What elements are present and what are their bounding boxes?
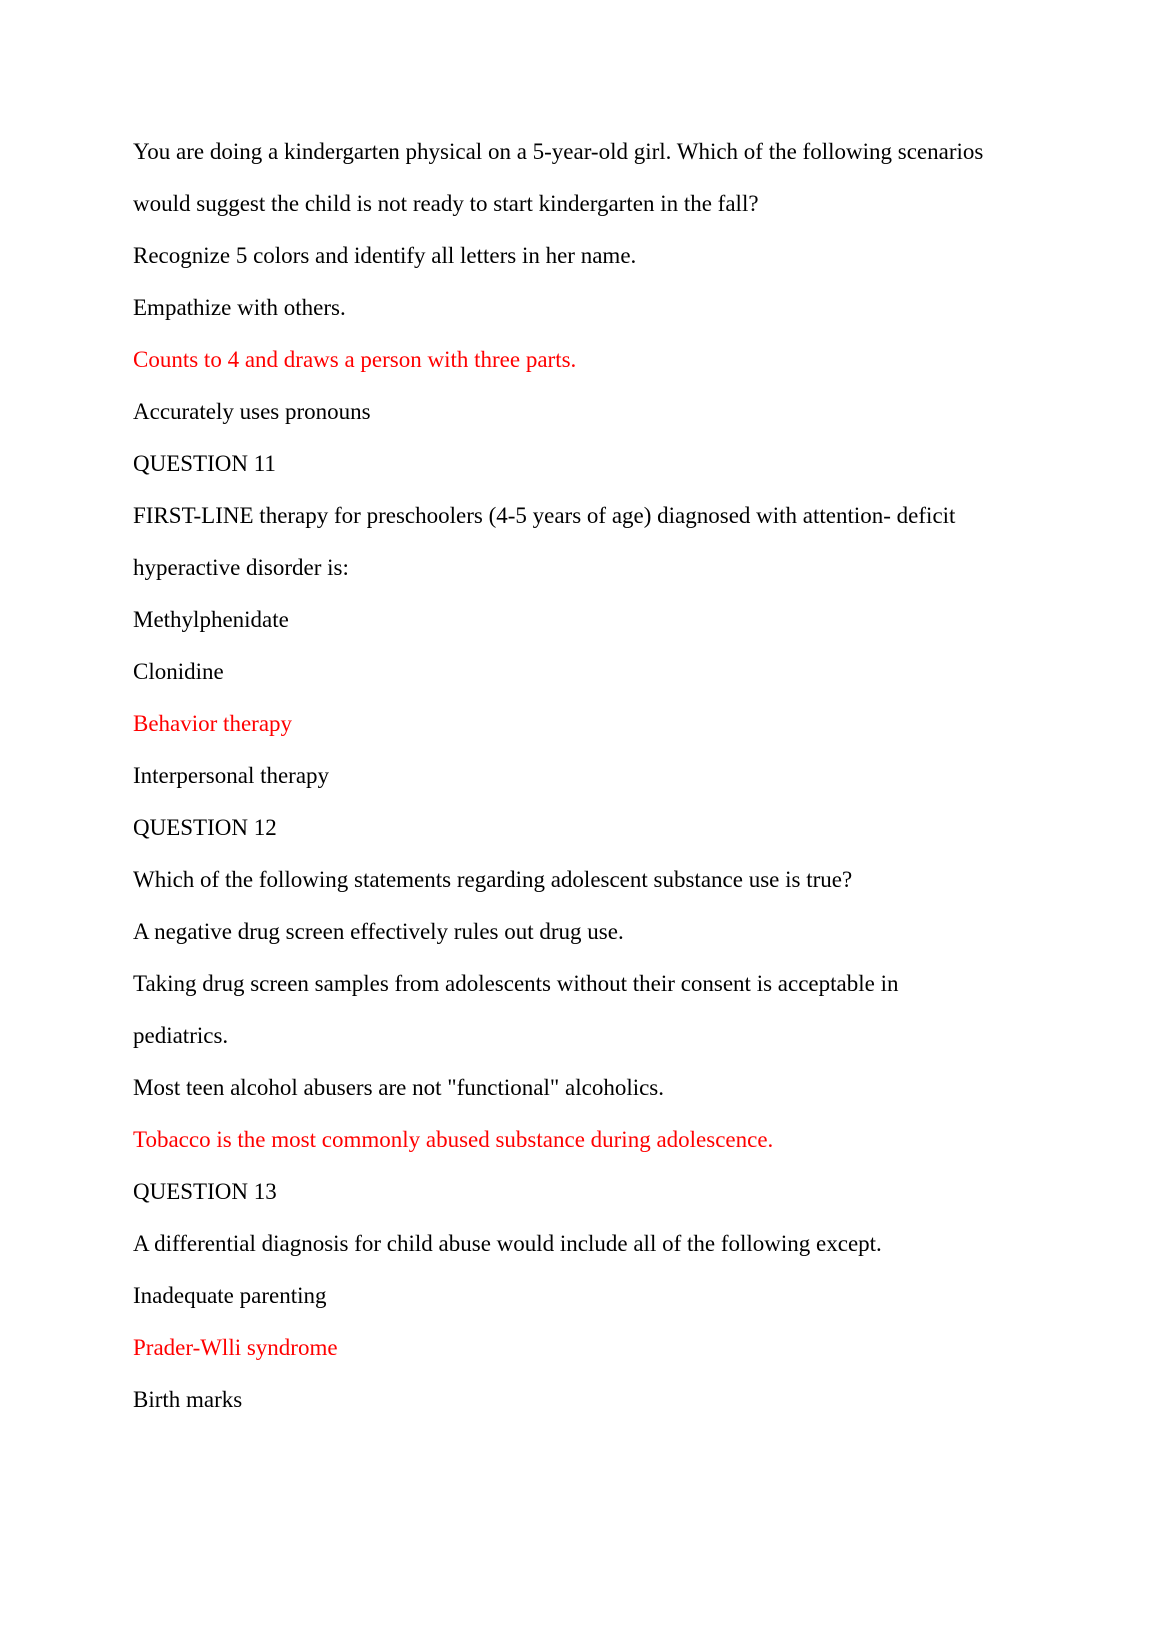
answer-option: Taking drug screen samples from adolescents without their consent is acceptable in xyxy=(133,971,899,996)
answer-option: Accurately uses pronouns xyxy=(133,399,371,424)
correct-answer: Behavior therapy xyxy=(133,711,293,736)
question-12-heading: QUESTION 12 xyxy=(133,815,277,840)
answer-option: Methylphenidate xyxy=(133,607,289,632)
answer-option: Birth marks xyxy=(133,1387,243,1412)
answer-option: Most teen alcohol abusers are not "functional" alcoholics. xyxy=(133,1075,665,1100)
question-text: A differential diagnosis for child abuse would include all of the following except. xyxy=(133,1231,882,1256)
question-text: Which of the following statements regarding adolescent substance use is true? xyxy=(133,867,853,892)
correct-answer: Counts to 4 and draws a person with three parts. xyxy=(133,347,577,372)
question-text: You are doing a kindergarten physical on a 5-year-old girl. Which of the following scenarios xyxy=(133,139,984,164)
answer-option: Inadequate parenting xyxy=(133,1283,327,1308)
document-text-block xyxy=(133,126,1033,1426)
answer-option: Empathize with others. xyxy=(133,295,346,320)
correct-answer: Prader-Wlli syndrome xyxy=(133,1335,338,1360)
answer-option: Clonidine xyxy=(133,659,224,684)
question-text: hyperactive disorder is: xyxy=(133,555,349,580)
answer-option: Interpersonal therapy xyxy=(133,763,330,788)
question-text: FIRST-LINE therapy for preschoolers (4-5 years of age) diagnosed with attention- deficit xyxy=(133,503,956,528)
answer-option: Recognize 5 colors and identify all letters in her name. xyxy=(133,243,637,268)
answer-option: pediatrics. xyxy=(133,1023,229,1048)
question-text: would suggest the child is not ready to start kindergarten in the fall? xyxy=(133,191,759,216)
question-13-heading: QUESTION 13 xyxy=(133,1179,277,1204)
question-11-heading: QUESTION 11 xyxy=(133,451,276,476)
answer-option: A negative drug screen effectively rules out drug use. xyxy=(133,919,624,944)
correct-answer: Tobacco is the most commonly abused substance during adolescence. xyxy=(133,1127,774,1152)
